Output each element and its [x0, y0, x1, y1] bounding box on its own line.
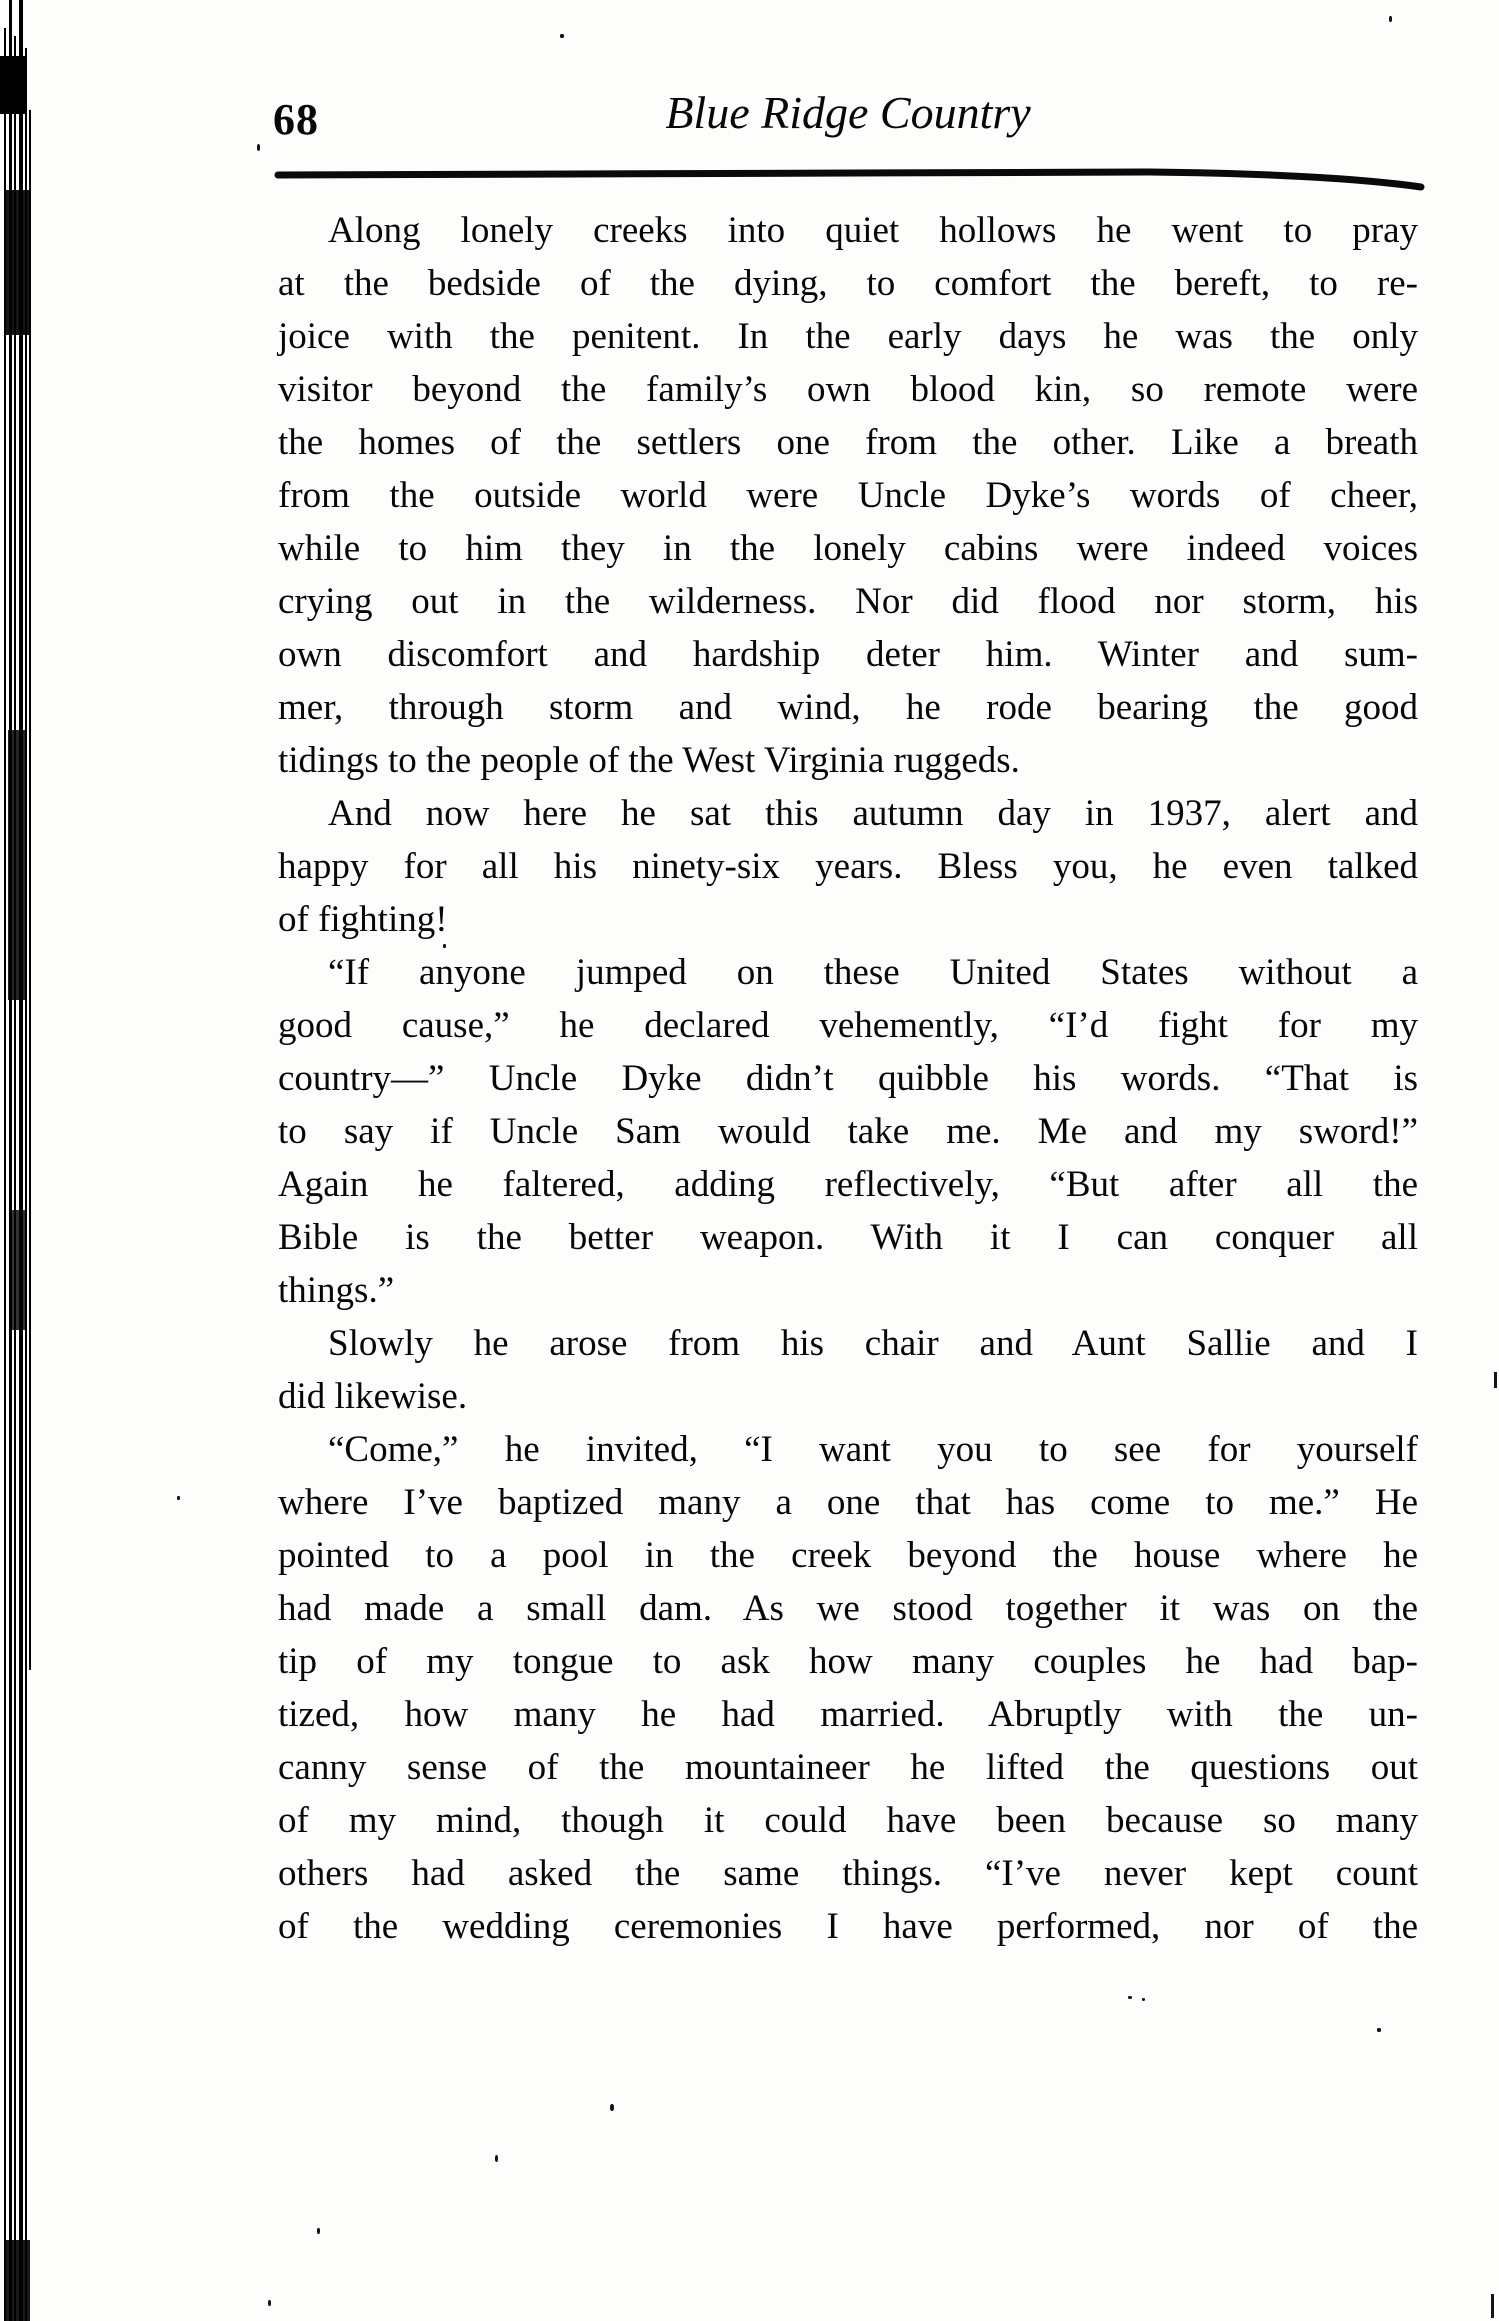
text-line: others had asked the same things. “I’ve never kept count [278, 1853, 1418, 1894]
scan-speck [1491, 2294, 1494, 2318]
page-number: 68 [273, 95, 319, 144]
scan-speck [443, 944, 446, 948]
binding-line [4, 28, 6, 2321]
body-text [278, 204, 1418, 1953]
text-line: good cause,” he declared vehemently, “I’d fight for my [278, 1005, 1418, 1046]
text-line: Bible is the better weapon. With it I can conquer all [278, 1217, 1418, 1258]
text-line: Along lonely creeks into quiet hollows he went to pray [328, 210, 1418, 251]
scan-speck [317, 2228, 320, 2234]
text-line: had made a small dam. As we stood together it was on the [278, 1588, 1418, 1629]
scan-speck [1142, 1998, 1145, 2001]
binding-line [29, 110, 31, 1670]
binding-smudge [8, 730, 27, 1000]
text-line: mer, through storm and wind, he rode bearing the good [278, 687, 1418, 728]
text-line: Again he faltered, adding reflectively, “But after all the [278, 1164, 1418, 1205]
binding-line [9, 0, 12, 2321]
text-line: “Come,” he invited, “I want you to see for yourself [328, 1429, 1418, 1470]
running-header-title: Blue Ridge Country [665, 87, 1031, 138]
text-line: crying out in the wilderness. Nor did flood nor storm, his [278, 581, 1418, 622]
text-line: tidings to the people of the West Virginia ruggeds. [278, 740, 1020, 781]
text-line: tip of my tongue to ask how many couples he had bap- [278, 1641, 1418, 1682]
scan-speck [1389, 16, 1392, 22]
scan-speck [1494, 1372, 1497, 1388]
text-line: while to him they in the lonely cabins were indeed voices [278, 528, 1418, 569]
text-line: canny sense of the mountaineer he lifted the questions out [278, 1747, 1418, 1788]
scan-speck [610, 2104, 614, 2111]
text-line: Slowly he arose from his chair and Aunt Sallie and I [328, 1323, 1418, 1364]
text-line: joice with the penitent. In the early days he was the only [278, 316, 1418, 357]
text-line: happy for all his ninety-six years. Bless you, he even talked [278, 846, 1418, 887]
scan-speck [560, 34, 564, 38]
text-line: pointed to a pool in the creek beyond the house where he [278, 1535, 1418, 1576]
text-line: tized, how many he had married. Abruptly with the un- [278, 1694, 1418, 1735]
header-rule [0, 0, 1499, 230]
text-line: And now here he sat this autumn day in 1937, alert and [328, 793, 1418, 834]
text-line: visitor beyond the family’s own blood kin, so remote were [278, 369, 1418, 410]
text-line: the homes of the settlers one from the other. Like a breath [278, 422, 1418, 463]
scan-speck [257, 144, 260, 151]
scan-speck [495, 2155, 498, 2162]
scan-speck [177, 1496, 180, 1500]
text-line: did likewise. [278, 1376, 468, 1417]
text-line: where I’ve baptized many a one that has come to me.” He [278, 1482, 1418, 1523]
text-line: things.” [278, 1270, 395, 1311]
binding-smudge [10, 1210, 26, 1330]
scan-speck [268, 2300, 271, 2306]
binding-line [14, 36, 16, 2321]
scan-speck [1128, 1996, 1132, 1999]
binding-line [19, 0, 23, 2321]
text-line: “If anyone jumped on these United States without a [328, 952, 1418, 993]
text-line: from the outside world were Uncle Dyke’s words of cheer, [278, 475, 1418, 516]
binding-line [25, 48, 27, 2321]
text-line: to say if Uncle Sam would take me. Me and my sword!” [278, 1111, 1418, 1152]
text-line: of my mind, though it could have been because so many [278, 1800, 1418, 1841]
text-line: own discomfort and hardship deter him. Winter and sum- [278, 634, 1418, 675]
binding-smudge [4, 2240, 30, 2321]
text-line: of fighting! [278, 899, 448, 940]
scan-speck [1377, 2028, 1381, 2032]
text-line: country—” Uncle Dyke didn’t quibble his words. “That is [278, 1058, 1418, 1099]
text-line: at the bedside of the dying, to comfort the bereft, to re- [278, 263, 1418, 304]
text-line: of the wedding ceremonies I have performed, nor of the [278, 1906, 1418, 1947]
